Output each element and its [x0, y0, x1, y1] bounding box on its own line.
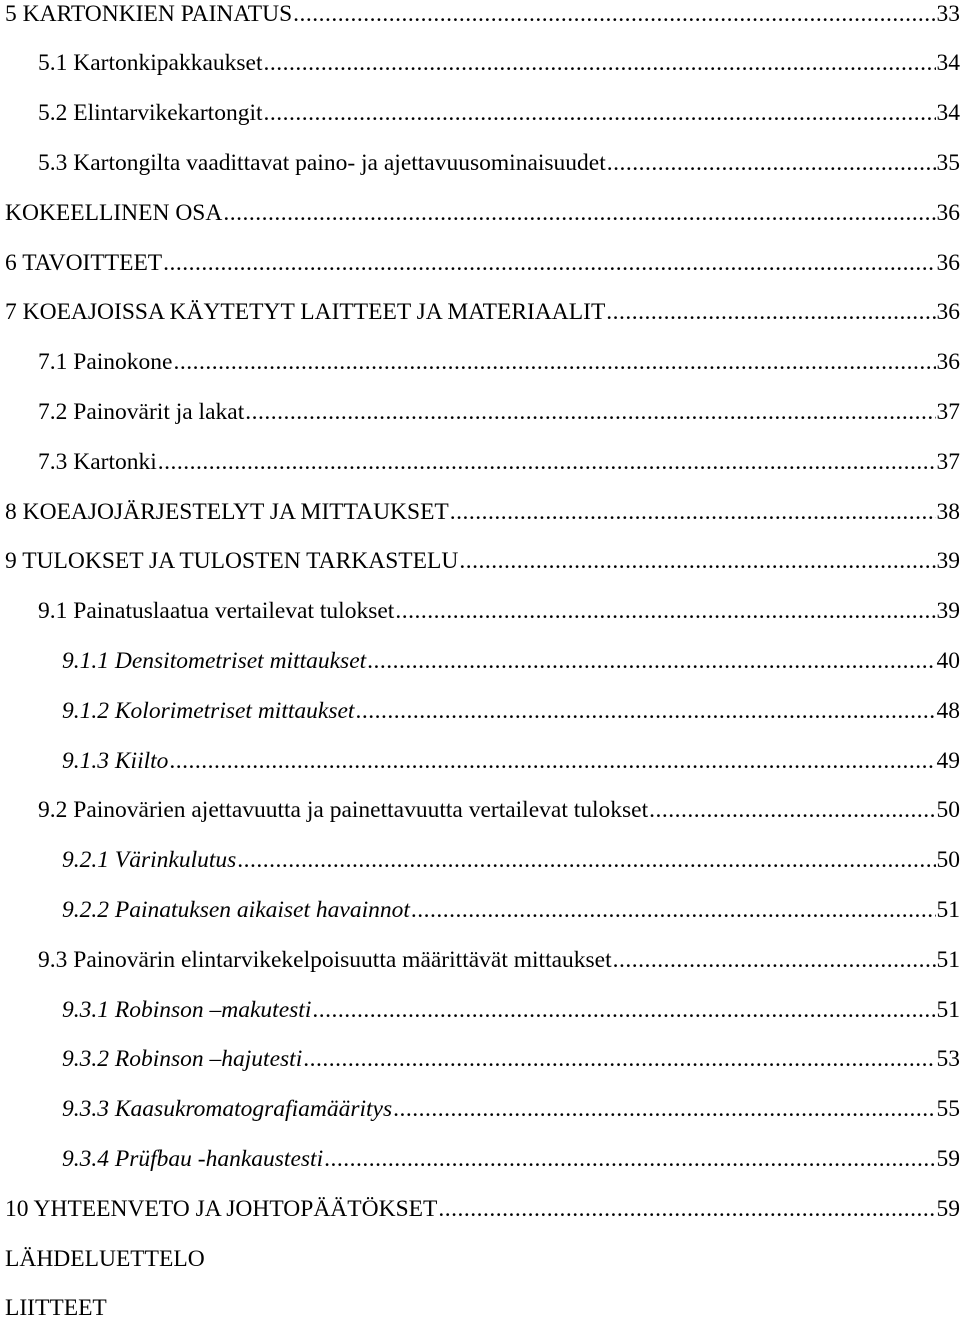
- toc-entry-label: 5.1 Kartonkipakkaukset: [38, 50, 263, 77]
- toc-entry[interactable]: [5, 1237, 205, 1271]
- toc-entry[interactable]: [5, 540, 960, 574]
- toc-dot-leader: [237, 849, 935, 873]
- toc-entry[interactable]: [5, 291, 960, 325]
- toc-dot-leader: [367, 650, 935, 674]
- toc-page-number: 51: [936, 946, 960, 973]
- toc-dot-leader: [355, 700, 935, 724]
- toc-entry-label: LÄHDELUETTELO: [5, 1245, 205, 1272]
- toc-page-number: 48: [936, 697, 960, 724]
- toc-entry-label: 5.2 Elintarvikekartongit: [38, 100, 263, 127]
- toc-page-number: 50: [936, 847, 960, 874]
- toc-page-number: 33: [936, 0, 960, 27]
- toc-entry[interactable]: [38, 590, 960, 624]
- toc-dot-leader: [303, 1048, 935, 1072]
- toc-entry-label: 8 KOEAJOJÄRJESTELYT JA MITTAUKSET: [5, 498, 449, 525]
- toc-page-number: 59: [936, 1195, 960, 1222]
- toc-entry[interactable]: [38, 440, 960, 474]
- toc-page-number: 39: [936, 598, 960, 625]
- toc-entry[interactable]: [5, 490, 960, 524]
- toc-entry[interactable]: [62, 1137, 960, 1171]
- toc-page-number: 40: [936, 647, 960, 674]
- toc-page-number: 34: [936, 100, 960, 127]
- toc-entry-label: 9.1.3 Kiilto: [62, 747, 169, 774]
- toc-entry-label: 9 TULOKSET JA TULOSTEN TARKASTELU: [5, 548, 459, 575]
- toc-entry-label: 9.3 Painovärin elintarvikekelpoisuutta määrittävät mittaukset: [38, 946, 612, 973]
- toc-page-number: 38: [936, 498, 960, 525]
- toc-entry-label: 9.3.4 Prüfbau -hankaustesti: [62, 1145, 324, 1172]
- toc-dot-leader: [606, 301, 935, 325]
- toc-page-number: 36: [936, 299, 960, 326]
- toc-dot-leader: [163, 252, 935, 276]
- toc-entry-label: 5.3 Kartongilta vaadittavat paino- ja ajettavuusominaisuudet: [38, 149, 606, 176]
- toc-entry[interactable]: [38, 789, 960, 823]
- toc-entry-label: 9.2.2 Painatuksen aikaiset havainnot: [62, 896, 410, 923]
- toc-entry-label: 9.3.1 Robinson –makutesti: [62, 996, 312, 1023]
- toc-entry-label: 5 KARTONKIEN PAINATUS: [5, 0, 293, 27]
- toc-page-number: 36: [936, 349, 960, 376]
- toc-entry[interactable]: [5, 0, 960, 26]
- toc-dot-leader: [169, 750, 935, 774]
- toc-entry-label: 9.2.1 Värinkulutus: [62, 847, 237, 874]
- toc-entry[interactable]: [5, 241, 960, 275]
- toc-dot-leader: [264, 52, 936, 76]
- toc-entry[interactable]: [62, 1038, 960, 1072]
- toc-page-number: 36: [936, 199, 960, 226]
- toc-entry[interactable]: [62, 739, 960, 773]
- toc-entry-label: 9.1 Painatuslaatua vertailevat tulokset: [38, 598, 395, 625]
- toc-page-number: 50: [936, 797, 960, 824]
- toc-dot-leader: [223, 202, 935, 226]
- toc-dot-leader: [264, 102, 936, 126]
- toc-dot-leader: [393, 1098, 935, 1122]
- toc-entry[interactable]: [62, 1088, 960, 1122]
- toc-dot-leader: [324, 1148, 935, 1172]
- toc-entry-label: 7.2 Painovärit ja lakat: [38, 398, 245, 425]
- toc-entry[interactable]: [62, 888, 960, 922]
- toc-entry[interactable]: [38, 42, 960, 76]
- toc-entry[interactable]: [62, 639, 960, 673]
- toc-entry[interactable]: [38, 390, 960, 424]
- toc-entry-label: 9.3.2 Robinson –hajutesti: [62, 1046, 303, 1073]
- toc-dot-leader: [613, 949, 936, 973]
- toc-dot-leader: [459, 550, 935, 574]
- toc-dot-leader: [293, 3, 935, 27]
- toc-entry[interactable]: [38, 938, 960, 972]
- toc-entry-label: 10 YHTEENVETO JA JOHTOPÄÄTÖKSET: [5, 1195, 438, 1222]
- toc-entry[interactable]: [62, 689, 960, 723]
- toc-entry[interactable]: [62, 988, 960, 1022]
- toc-page-number: 35: [936, 149, 960, 176]
- toc-page-number: 34: [936, 50, 960, 77]
- toc-entry-label: 9.3.3 Kaasukromatografiamääritys: [62, 1096, 393, 1123]
- toc-entry[interactable]: [38, 92, 960, 126]
- toc-dot-leader: [411, 899, 936, 923]
- toc-page-number: 51: [936, 996, 960, 1023]
- toc-dot-leader: [245, 401, 935, 425]
- toc-entry[interactable]: [38, 141, 960, 175]
- toc-dot-leader: [395, 600, 935, 624]
- toc-entry-label: 6 TAVOITTEET: [5, 249, 163, 276]
- toc-dot-leader: [607, 152, 936, 176]
- toc-dot-leader: [312, 999, 935, 1023]
- toc-dot-leader: [173, 351, 935, 375]
- toc-page-number: 53: [936, 1046, 960, 1073]
- toc-page-number: 36: [936, 249, 960, 276]
- toc-dot-leader: [438, 1198, 935, 1222]
- toc-entry[interactable]: [38, 341, 960, 375]
- toc-entry-label: 9.1.1 Densitometriset mittaukset: [62, 647, 367, 674]
- toc-entry[interactable]: [5, 1287, 107, 1321]
- toc-entry-label: KOKEELLINEN OSA: [5, 199, 223, 226]
- toc-entry-label: 9.1.2 Kolorimetriset mittaukset: [62, 697, 355, 724]
- toc-entry[interactable]: [5, 191, 960, 225]
- toc-entry-label: 9.2 Painovärien ajettavuutta ja painettavuutta vertailevat tulokset: [38, 797, 649, 824]
- toc-entry[interactable]: [5, 1187, 960, 1221]
- toc-page-number: 59: [936, 1145, 960, 1172]
- toc-entry[interactable]: [62, 839, 960, 873]
- toc-dot-leader: [649, 799, 935, 823]
- toc-entry-label: 7.1 Painokone: [38, 349, 173, 376]
- toc-entry-label: 7.3 Kartonki: [38, 448, 157, 475]
- toc-page-number: 37: [936, 448, 960, 475]
- toc-page-number: 37: [936, 398, 960, 425]
- toc-page-number: 55: [936, 1096, 960, 1123]
- toc-entry-label: LIITTEET: [5, 1295, 107, 1322]
- toc-dot-leader: [158, 451, 936, 475]
- toc-entry-label: 7 KOEAJOISSA KÄYTETYT LAITTEET JA MATERIAALIT: [5, 299, 606, 326]
- toc-page-number: 51: [936, 896, 960, 923]
- toc-page-number: 49: [936, 747, 960, 774]
- toc-page-number: 39: [936, 548, 960, 575]
- toc-dot-leader: [450, 501, 936, 525]
